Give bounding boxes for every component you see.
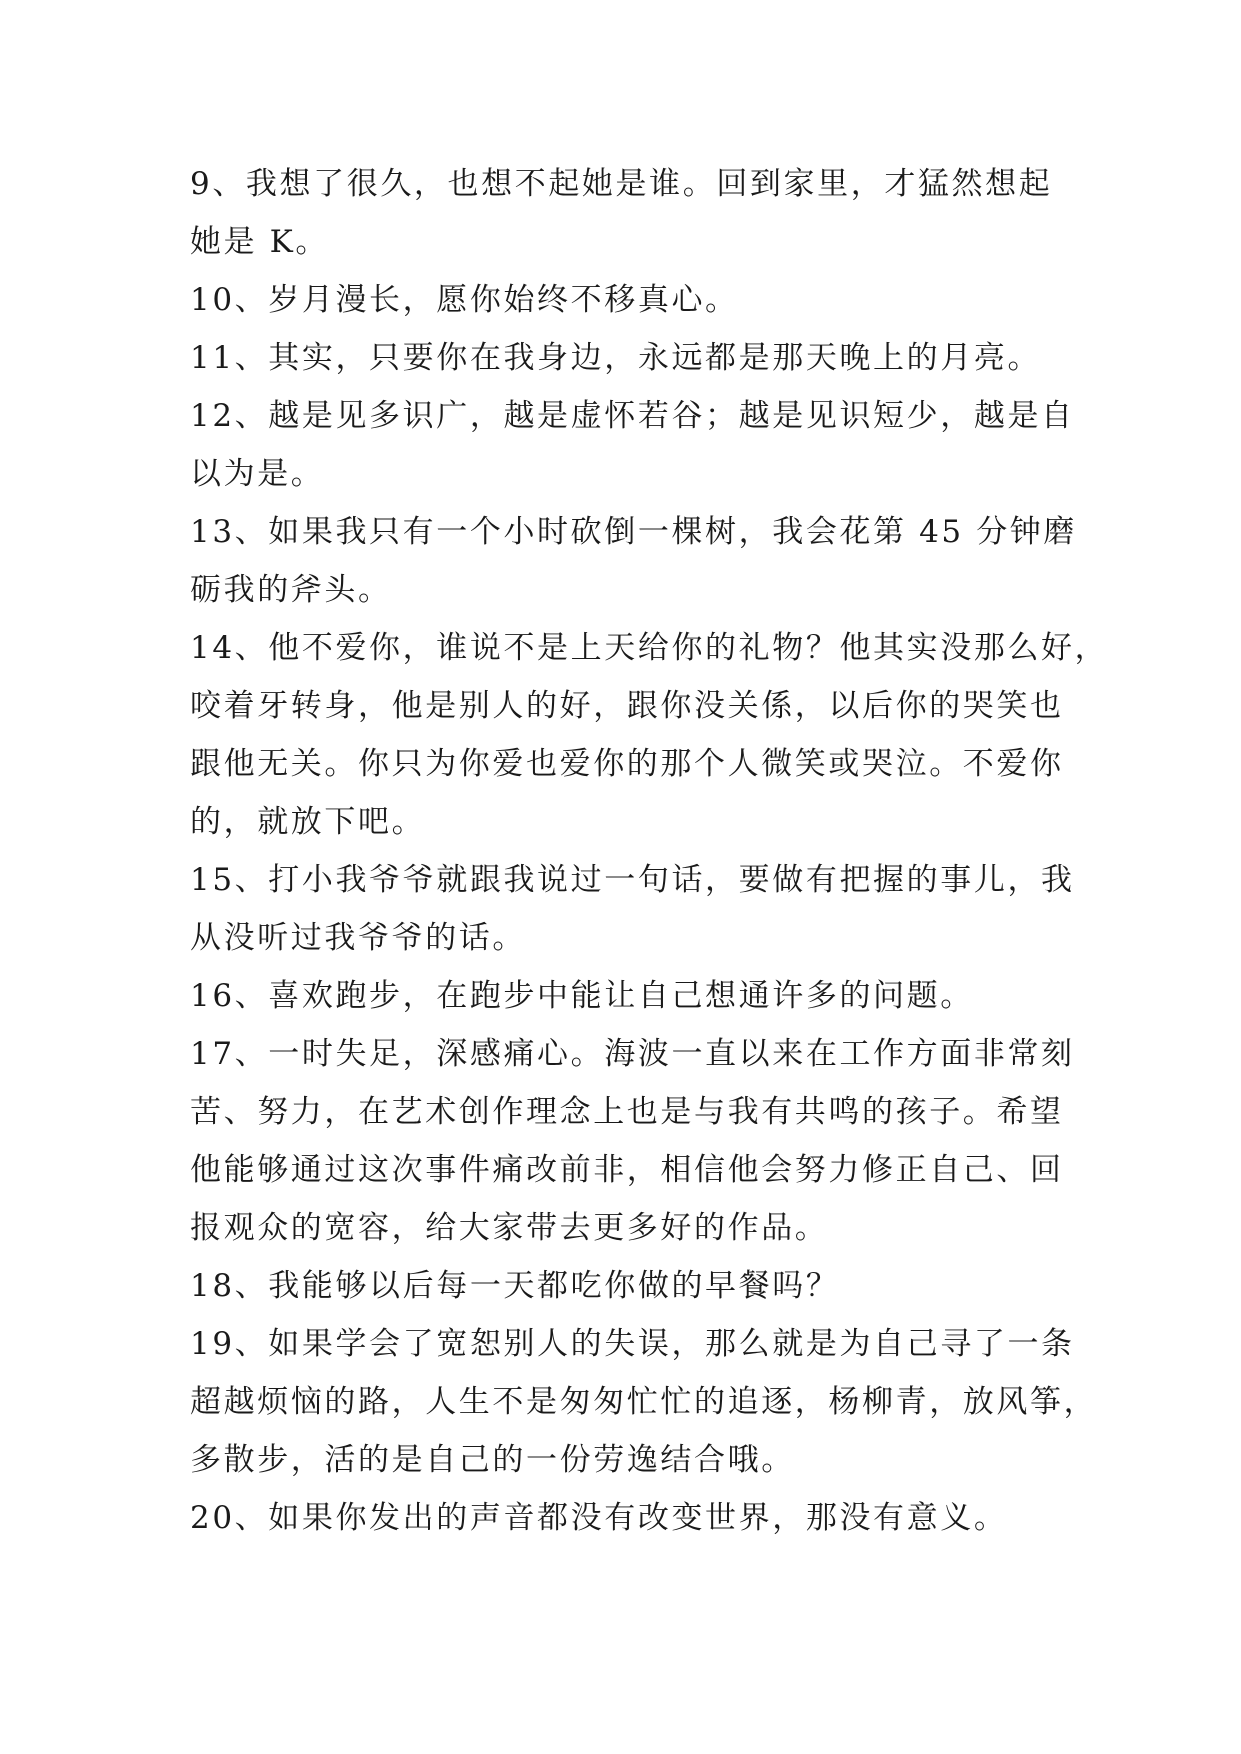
text-line: 咬着牙转身，他是别人的好，跟你没关係，以后你的哭笑也	[190, 688, 1064, 724]
text-line: 跟他无关。你只为你爱也爱你的那个人微笑或哭泣。不爱你	[190, 746, 1064, 782]
text-line: 19、如果学会了宽恕别人的失误，那么就是为自己寻了一条	[190, 1326, 1075, 1362]
text-line: 他能够通过这次事件痛改前非，相信他会努力修正自己、回	[190, 1152, 1064, 1188]
text-line: 13、如果我只有一个小时砍倒一棵树，我会花第 45 分钟磨	[190, 514, 1077, 550]
text-line: 多散步，活的是自己的一份劳逸结合哦。	[190, 1442, 795, 1478]
text-line: 以为是。	[190, 456, 325, 492]
text-line: 11、其实，只要你在我身边，永远都是那天晚上的月亮。	[190, 340, 1042, 376]
text-line: 9、我想了很久，也想不起她是谁。回到家里，才猛然想起	[190, 166, 1053, 202]
text-line: 从没听过我爷爷的话。	[190, 920, 526, 956]
text-line: 苦、努力，在艺术创作理念上也是与我有共鸣的孩子。希望	[190, 1094, 1064, 1130]
text-line: 10、岁月漫长，愿你始终不移真心。	[190, 282, 739, 318]
text-line: 砺我的斧头。	[190, 572, 392, 608]
document-body	[190, 155, 1109, 1547]
text-line: 20、如果你发出的声音都没有改变世界，那没有意义。	[190, 1500, 1008, 1536]
text-line: 的，就放下吧。	[190, 804, 426, 840]
text-line: 报观众的宽容，给大家带去更多好的作品。	[190, 1210, 829, 1246]
text-line: 16、喜欢跑步，在跑步中能让自己想通许多的问题。	[190, 978, 974, 1014]
text-line: 17、一时失足，深感痛心。海波一直以来在工作方面非常刻	[190, 1036, 1075, 1072]
text-line: 超越烦恼的路，人生不是匆匆忙忙的追逐，杨柳青，放风筝，	[190, 1384, 1098, 1420]
text-line: 她是 K。	[190, 224, 330, 260]
text-line: 12、越是见多识广，越是虚怀若谷；越是见识短少，越是自	[190, 398, 1075, 434]
text-line: 18、我能够以后每一天都吃你做的早餐吗？	[190, 1268, 840, 1304]
text-line: 15、打小我爷爷就跟我说过一句话，要做有把握的事儿，我	[190, 862, 1075, 898]
text-line: 14、他不爱你，谁说不是上天给你的礼物？他其实没那么好，	[190, 630, 1109, 666]
